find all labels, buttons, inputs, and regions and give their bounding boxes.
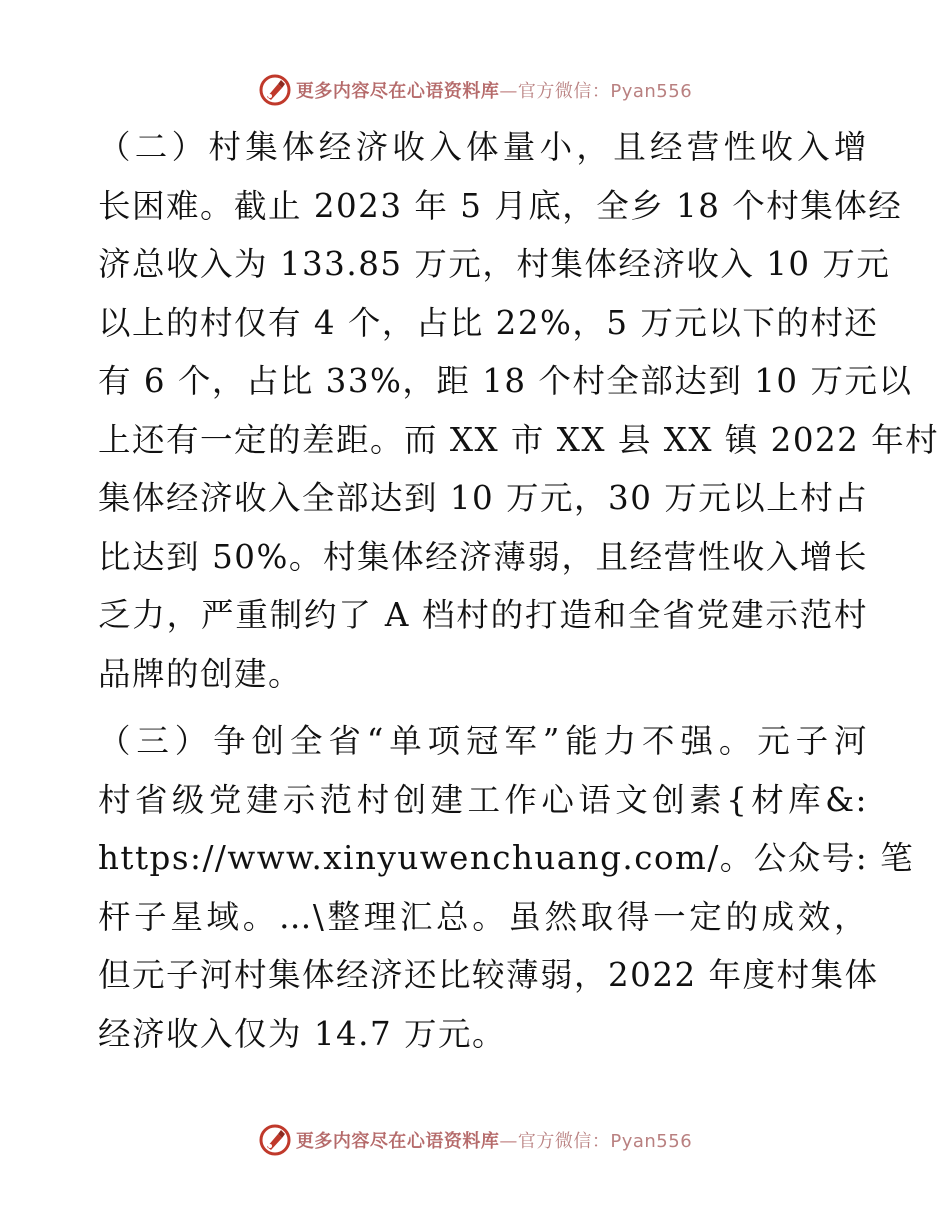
pen-logo-icon bbox=[258, 1123, 292, 1157]
footer-watermark bbox=[0, 1120, 950, 1160]
header-wechat-label: 官方微信： bbox=[517, 81, 611, 102]
footer-wechat-id: Pyan556 bbox=[610, 1131, 693, 1152]
header-watermark bbox=[0, 70, 950, 110]
text-line: 有 6 个，占比 33%，距 18 个村全部达到 10 万元以 bbox=[98, 362, 913, 400]
footer-watermark-text bbox=[296, 1127, 692, 1153]
text-line: 济总收入为 133.85 万元，村集体经济收入 10 万元 bbox=[98, 245, 891, 283]
footer-wechat-label: 官方微信： bbox=[517, 1131, 611, 1152]
header-watermark-text bbox=[296, 77, 692, 103]
text-line: （三）争创全省“单项冠军”能力不强。元子河 bbox=[98, 722, 868, 760]
text-line: 经济收入仅为 14.7 万元。 bbox=[98, 1014, 507, 1053]
text-line: 以上的村仅有 4 个，占比 22%，5 万元以下的村还 bbox=[98, 303, 879, 342]
paragraph-2 bbox=[98, 118, 940, 703]
text-line: （二）村集体经济收入体量小，且经营性收入增 bbox=[98, 128, 868, 166]
footer-brand-text: 更多内容尽在心语资料库 bbox=[295, 1131, 500, 1152]
text-line: 品牌的创建。 bbox=[98, 654, 303, 693]
text-line: 乏力，严重制约了 A 档村的打造和全省党建示范村 bbox=[98, 596, 868, 634]
text-line: 集体经济收入全部达到 10 万元，30 万元以上村占 bbox=[98, 479, 869, 517]
text-line: 长困难。截止 2023 年 5 月底，全乡 18 个村集体经 bbox=[98, 186, 903, 225]
text-line: 但元子河村集体经济还比较薄弱，2022 年度村集体 bbox=[98, 956, 879, 994]
text-line: 村省级党建示范村创建工作心语文创素{材库&: bbox=[98, 780, 868, 819]
header-separator: — bbox=[499, 81, 518, 102]
text-line: 上还有一定的差距。而 XX 市 XX 县 XX 镇 2022 年村 bbox=[98, 420, 940, 459]
text-line: 比达到 50%。村集体经济薄弱，且经营性收入增长 bbox=[98, 537, 868, 576]
text-line: https://www.xinyuwenchuang.com/。公众号: 笔 bbox=[98, 839, 915, 877]
text-line: 杆子星域。…\整理汇总。虽然取得一定的成效， bbox=[98, 897, 868, 936]
header-wechat-id: Pyan556 bbox=[610, 81, 693, 102]
paragraph-3 bbox=[98, 712, 915, 1063]
pen-logo-icon bbox=[258, 73, 292, 107]
footer-separator: — bbox=[499, 1131, 518, 1152]
header-brand-text: 更多内容尽在心语资料库 bbox=[295, 81, 500, 102]
